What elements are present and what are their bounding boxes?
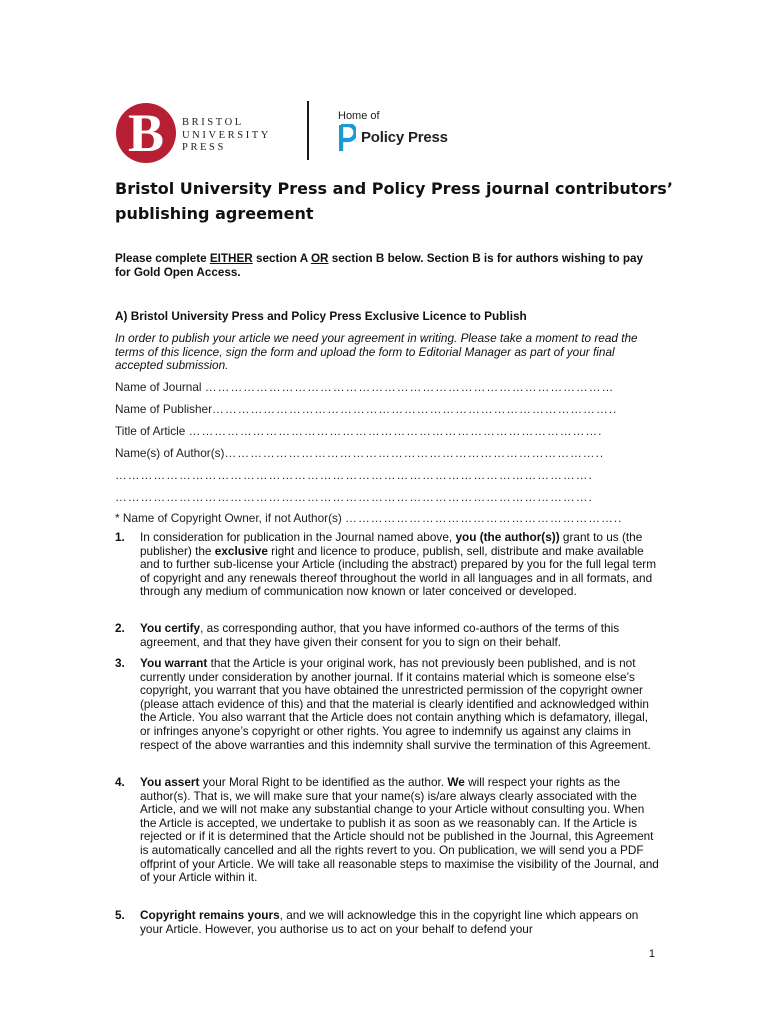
field-title-of-article bbox=[115, 424, 632, 438]
field-label: * Name of Copyright Owner, if not Author(s) bbox=[115, 511, 346, 525]
field-fill-line: …………………………………………………………………………….. bbox=[224, 446, 605, 460]
clause-5 bbox=[115, 909, 660, 936]
field-fill-line: …………………………………………………………………………………… bbox=[204, 380, 615, 394]
field-label: Name(s) of Author(s) bbox=[115, 446, 225, 460]
clause-bold-2: exclusive bbox=[214, 543, 268, 558]
bristol-word-3: PRESS bbox=[182, 142, 226, 153]
field-label: Title of Article bbox=[115, 424, 189, 438]
bristol-logo-letter: B bbox=[127, 103, 165, 163]
field-authors-continued-1 bbox=[115, 468, 632, 482]
clause-text-body: , as corresponding author, that you have informed co-authors of the terms of this agreement, and that they have given their consent for you to sign on their behalf. bbox=[140, 621, 620, 649]
instruction-either: EITHER bbox=[209, 252, 253, 265]
clause-4 bbox=[115, 776, 660, 885]
field-names-of-authors bbox=[115, 446, 632, 460]
bristol-university-press-logo bbox=[116, 103, 296, 165]
clause-number: 4. bbox=[115, 775, 125, 789]
bristol-word-2: UNIVERSITY bbox=[182, 129, 271, 141]
clause-number: 5. bbox=[115, 908, 125, 922]
field-label: Name of Publisher bbox=[115, 402, 213, 416]
clause-number: 1. bbox=[115, 530, 125, 544]
field-name-of-publisher bbox=[115, 402, 637, 416]
clause-text-pre: In consideration for publication in the Journal named above, bbox=[140, 530, 456, 544]
clause-bold-1: You assert bbox=[140, 775, 200, 789]
field-fill-line: ……………………………………………………….. bbox=[345, 511, 623, 525]
clause-text-mid: your Moral Right to be identified as the author. bbox=[199, 775, 448, 789]
clause-text-mid: grant to us (the publisher) the bbox=[140, 530, 643, 558]
clause-text-body: that the Article is your original work, has not previously been published, and is not currently under consideration by another journal. If it contains material which is someone else’s copyright, you warrant that you have obtained the unrestricted permission of the copyright owner (please attach evidence of this) and that the material is clearly identified and acknowledged within the Article. You also warrant that the Article does not contain anything which is defamatory, illegal, or infringes anyone’s copyright or other rights. You agree to indemnify us against any claims in respect of the above warranties and this indemnity shall survive the termination of this Agreement. bbox=[140, 656, 651, 752]
page-number: 1 bbox=[648, 948, 655, 960]
clause-2 bbox=[115, 622, 660, 649]
clause-number: 2. bbox=[115, 621, 125, 635]
clause-bold-1: You certify bbox=[140, 621, 201, 635]
clause-bold-1: you (the author(s)) bbox=[455, 530, 560, 544]
clause-text bbox=[140, 776, 660, 885]
policy-press-name: Policy Press bbox=[361, 129, 448, 146]
field-fill-line: …………………………………………………………………………………………………. bbox=[115, 490, 593, 504]
bristol-word-1: BRISTOL bbox=[182, 117, 244, 128]
instruction-text bbox=[115, 252, 660, 280]
field-authors-continued-2 bbox=[115, 490, 632, 504]
policy-press-p-icon bbox=[338, 124, 356, 152]
clause-number: 3. bbox=[115, 656, 125, 670]
clause-text-post: will respect your rights as the author(s). That is, we will make sure that your name(s) is/are always clearly associated with the Article, and we will not make any substantial change to your Article without consulting you. When the Article is accepted, we undertake to publish it as soon as we reasonably can. If the Article is rejected or if it is determined that the Article should not be published in the Journal, this Agreement is automatically cancelled and all the rights revert to you. On publication, we will send you a PDF offprint of your Article. We will take all reasonable steps to maximise the visibility of the Journal, and of your Article within it. bbox=[140, 775, 659, 885]
clause-3 bbox=[115, 657, 660, 752]
field-label: Name of Journal bbox=[115, 380, 205, 394]
clause-bold-2: We bbox=[447, 775, 465, 789]
instruction-part-3: section B below. Section B is for authors wishing to pay for Gold Open Access. bbox=[115, 252, 644, 279]
logo-divider bbox=[307, 101, 309, 160]
clause-bold-1: Copyright remains yours bbox=[140, 908, 280, 922]
clause-text bbox=[140, 909, 660, 936]
instruction-or: OR bbox=[310, 252, 329, 265]
intro-paragraph: In order to publish your article we need your agreement in writing. Please take a moment to read the terms of this licence, sign the form and upload the form to Editorial Manager as part of your final accepted submission. bbox=[115, 331, 638, 372]
clause-text bbox=[140, 622, 660, 649]
field-copyright-owner bbox=[115, 511, 649, 525]
field-fill-line: …………………………………………………………………………………………………. bbox=[115, 468, 593, 482]
clause-1 bbox=[115, 531, 660, 599]
clause-bold-1: You warrant bbox=[140, 656, 208, 670]
instruction-part-2: section A bbox=[252, 252, 311, 265]
document-title: Bristol University Press and Policy Press journal contributors’ publishing agreement bbox=[115, 179, 673, 223]
field-fill-line: ……………………………………………………………………………………. bbox=[188, 424, 603, 438]
field-fill-line: ………………………………………………………………………………….. bbox=[212, 402, 618, 416]
field-name-of-journal bbox=[115, 380, 645, 394]
clause-text bbox=[140, 657, 660, 752]
instruction-part-1: Please complete bbox=[115, 252, 210, 265]
clause-text bbox=[140, 531, 660, 599]
policy-press-logo bbox=[338, 110, 468, 154]
clause-text-body: , and we will acknowledge this in the copyright line which appears on your Article. However, you authorise us to act on your behalf to defend your bbox=[140, 908, 639, 936]
section-a-heading: A) Bristol University Press and Policy Press Exclusive Licence to Publish bbox=[115, 309, 527, 323]
policy-press-home-of: Home of bbox=[338, 110, 380, 122]
clause-text-post: right and licence to produce, publish, sell, distribute and make available and to further sub-license your Article (including the abstract) prepared by you for the full legal term of copyright and any renewals thereof throughout the world in all languages and in all formats, and through any medium of communication now known or later conceived or developed. bbox=[140, 543, 657, 599]
bristol-logo-wordmark bbox=[182, 117, 302, 155]
